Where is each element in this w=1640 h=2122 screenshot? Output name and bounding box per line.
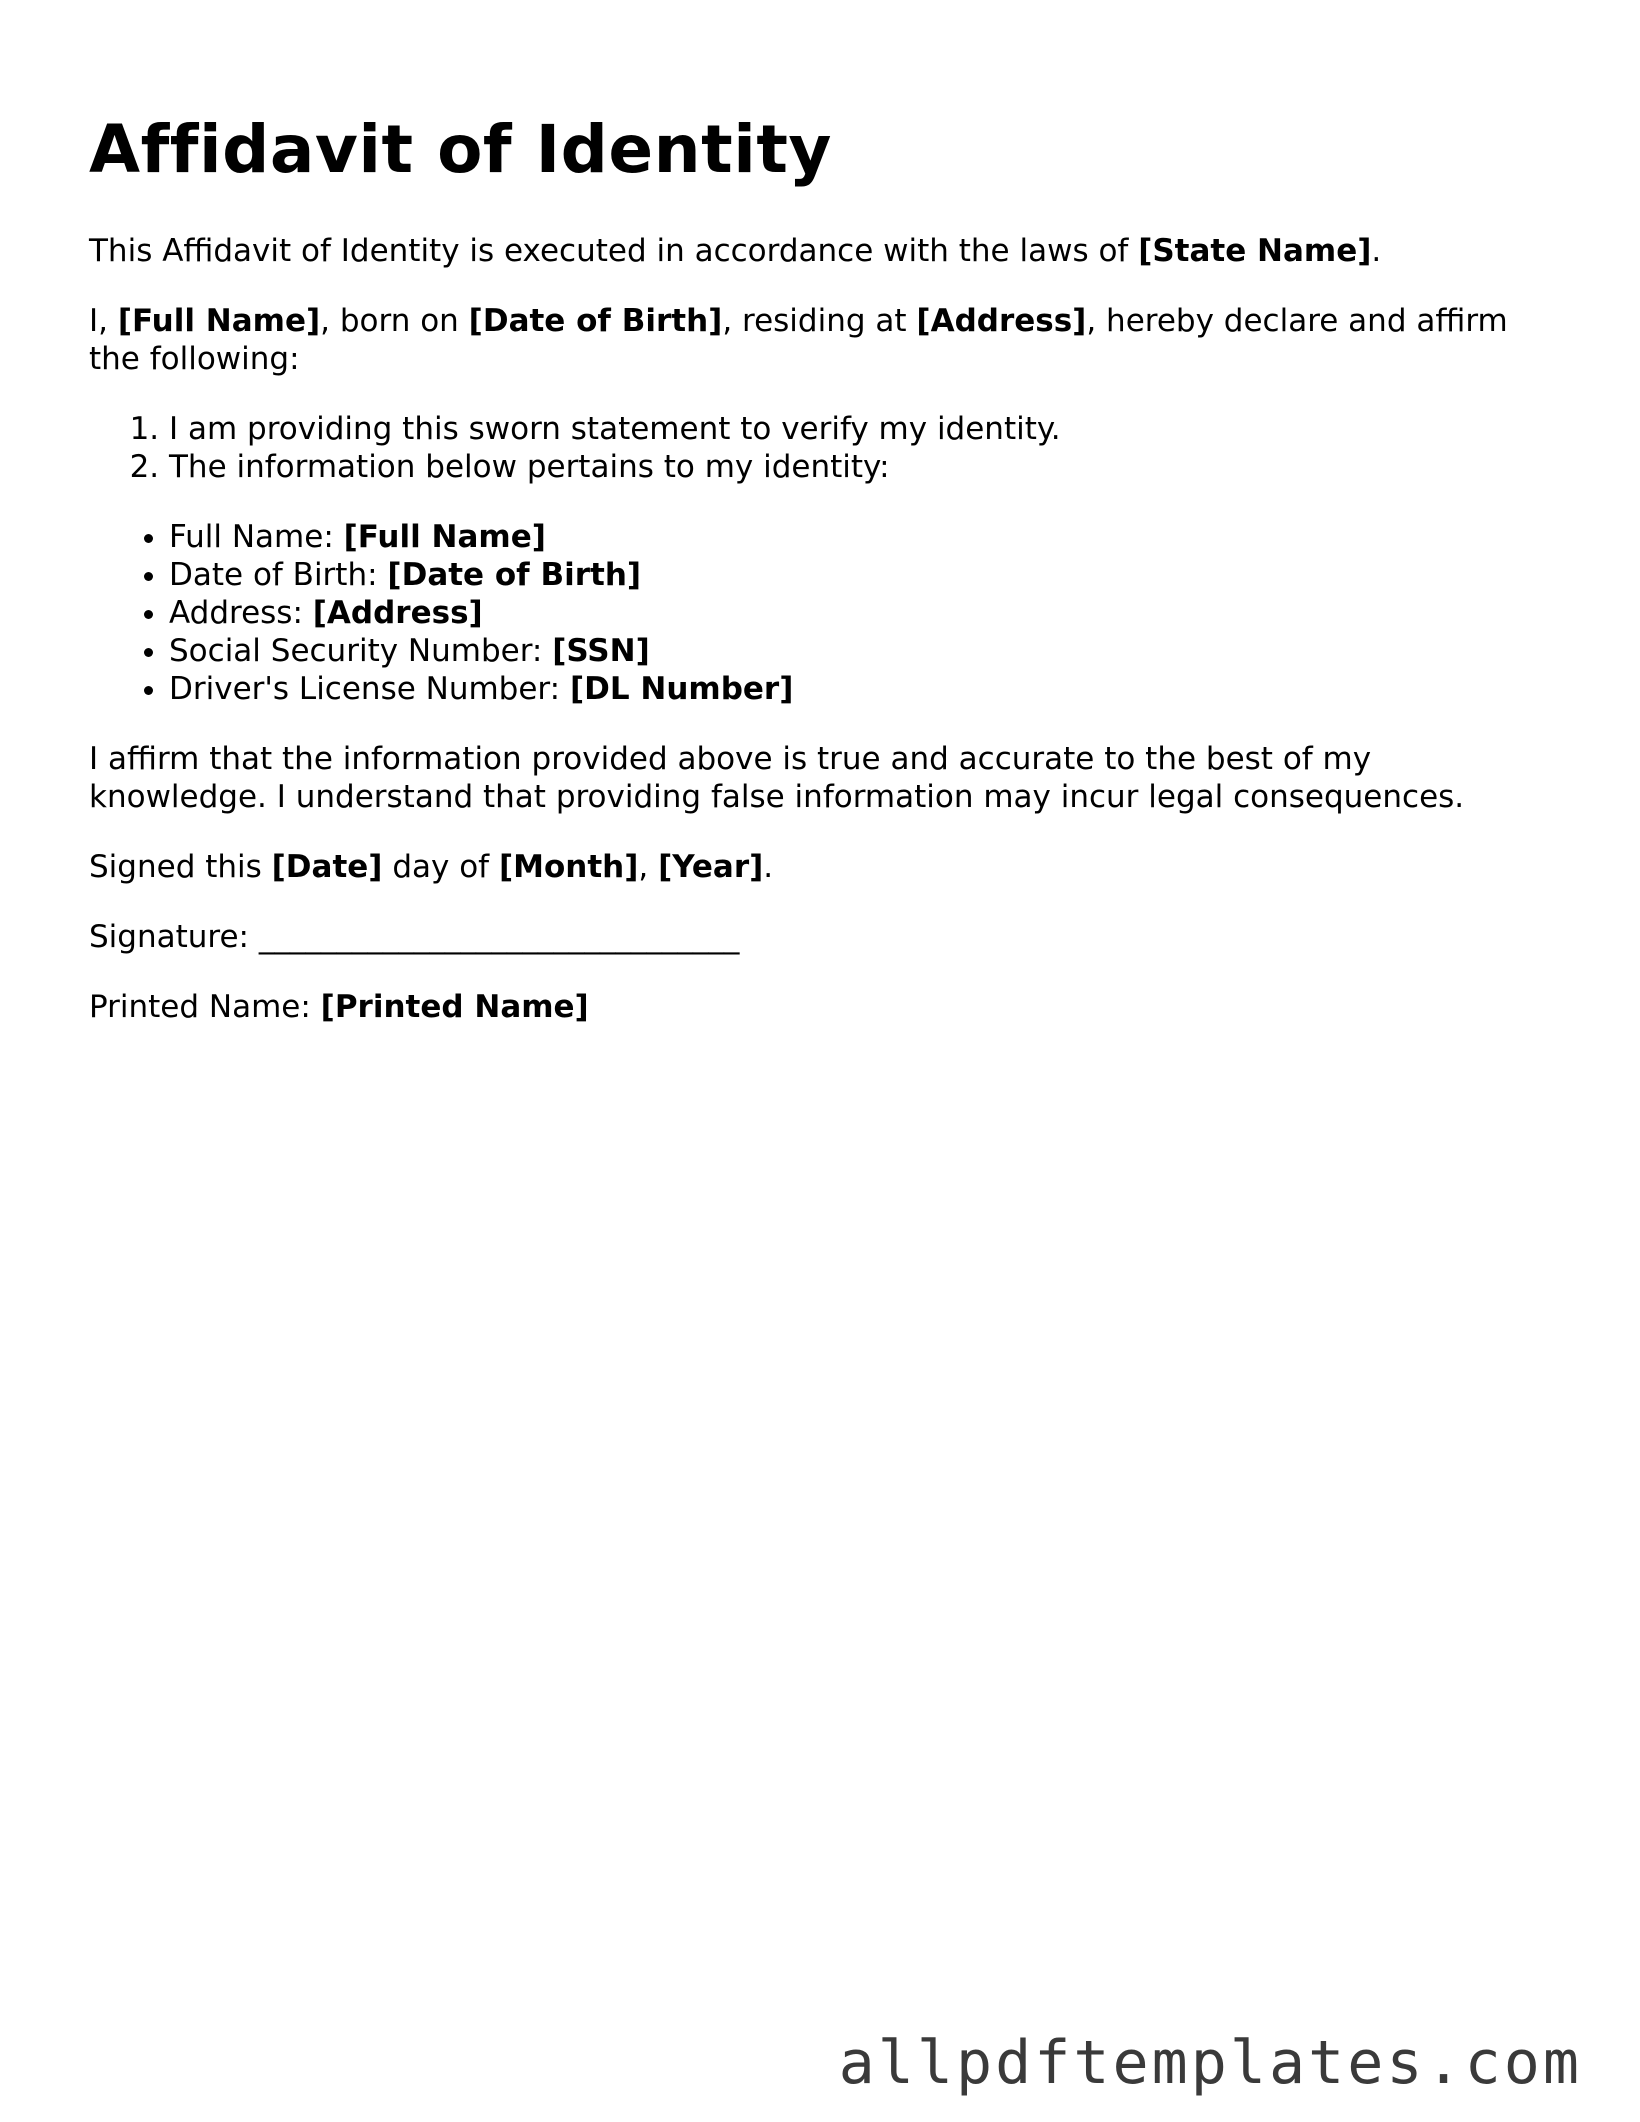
printed-name-line (89, 988, 1549, 1026)
printed-name-placeholder: [Printed Name] (320, 989, 589, 1025)
info-item-dob: • Date of Birth: [Date of Birth] (169, 556, 1549, 594)
intro-paragraph: This Affidavit of Identity is executed in accordance with the laws of [State Name]. (89, 233, 1382, 269)
signature-label: Signature: (89, 919, 259, 955)
numbered-item: 1. I am providing this sworn statement to verify my identity. (169, 410, 1549, 448)
intro-text: This Affidavit of Identity is executed in accordance with the laws of (89, 233, 1139, 269)
declaration-paragraph: I, [Full Name], born on [Date of Birth], residing at [Address], hereby declare and affirm the following: (89, 303, 1508, 377)
signature-blank: _______________________________ (258, 919, 740, 955)
document-page (89, 110, 1549, 1058)
dob-placeholder: [Date of Birth] (468, 303, 723, 339)
info-item-full-name: • Full Name: [Full Name] (169, 518, 1549, 556)
month-placeholder: [Month] (498, 849, 639, 885)
full-name-placeholder: [Full Name] (117, 303, 321, 339)
info-item-address: • Address: [Address] (169, 594, 1549, 632)
numbered-list (89, 410, 1549, 486)
printed-name-label: Printed Name: (89, 989, 321, 1025)
date-placeholder: [Date] (271, 849, 383, 885)
address-placeholder: [Address] (916, 303, 1087, 339)
info-item-ssn: • Social Security Number: [SSN] (169, 632, 1549, 670)
signature-line (89, 918, 1549, 956)
info-item-dl-number: • Driver's License Number: [DL Number] (169, 670, 1549, 708)
identity-info-list (89, 518, 1549, 708)
affirmation-paragraph: I affirm that the information provided above is true and accurate to the best of my knowledge. I understand that providing false information may incur legal consequences. (89, 741, 1465, 815)
state-name-placeholder: [State Name] (1138, 233, 1372, 269)
document-title: Affidavit of Identity (89, 111, 832, 188)
numbered-item: 2. The information below pertains to my identity: (169, 448, 1549, 486)
watermark-logo: allpdftemplates.com (838, 2028, 1582, 2098)
year-placeholder: [Year] (658, 849, 764, 885)
signed-date-line: Signed this [Date] day of [Month], [Year]. (89, 849, 774, 885)
